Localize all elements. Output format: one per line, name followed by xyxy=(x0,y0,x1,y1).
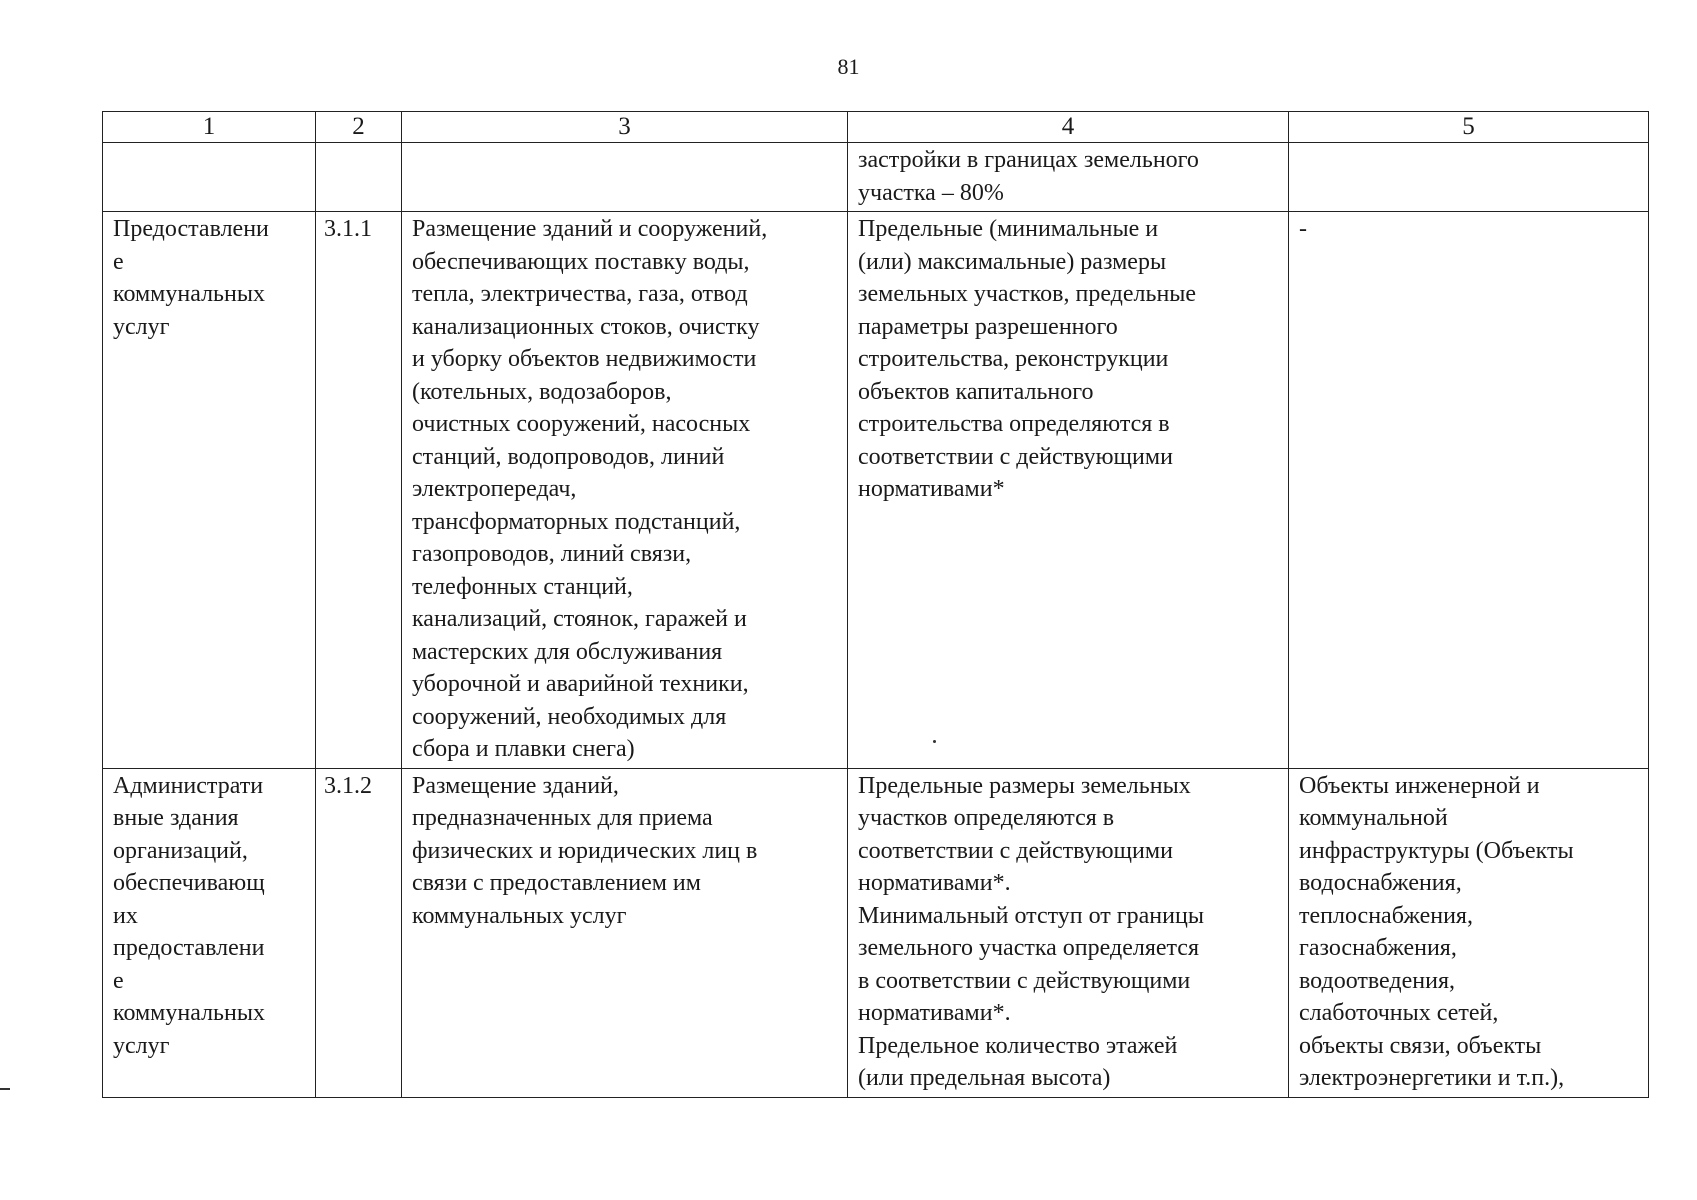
page-number: 81 xyxy=(837,54,860,79)
table-row xyxy=(103,143,1649,212)
cell-use-type: Администрати вные здания организаций, обеспечивающ их предоставлени е коммунальных услуг xyxy=(103,768,316,1097)
cell-parameters: Предельные (минимальные и (или) максимальные) размеры земельных участков, предельные параметры разрешенного строительства, реконструкции объектов капитального строительства определяются в соответствии с действующими нормативами* xyxy=(848,212,1289,769)
cell-use-type: Предоставлени е коммунальных услуг xyxy=(103,212,316,769)
column-header-4: 4 xyxy=(848,112,1289,143)
land-use-table xyxy=(102,111,1649,1098)
margin-mark xyxy=(0,1088,10,1090)
cell-code xyxy=(316,143,402,212)
column-header-1: 1 xyxy=(103,112,316,143)
cell-notes: Объекты инженерной и коммунальной инфраструктуры (Объекты водоснабжения, теплоснабжения, газоснабжения, водоотведения, слаботочных сетей, объекты связи, объекты электроэнергетики и т.п.), xyxy=(1289,768,1649,1097)
column-header-2: 2 xyxy=(316,112,402,143)
cell-parameters: застройки в границах земельного участка – 80% xyxy=(848,143,1289,212)
table-row xyxy=(103,768,1649,1097)
scan-speck xyxy=(933,740,936,743)
cell-description xyxy=(402,143,848,212)
table-header-row xyxy=(103,112,1649,143)
cell-description: Размещение зданий и сооружений, обеспечивающих поставку воды, тепла, электричества, газа, отвод канализационных стоков, очистку и уборку объектов недвижимости (котельных, водозаборов, очистных сооружений, насосных станций, водопроводов, линий электропередач, трансформаторных подстанций, газопроводов, линий связи, телефонных станций, канализаций, стоянок, гаражей и мастерских для обслуживания уборочной и аварийной техники, сооружений, необходимых для сбора и плавки снега) xyxy=(402,212,848,769)
cell-description: Размещение зданий, предназначенных для приема физических и юридических лиц в связи с предоставлением им коммунальных услуг xyxy=(402,768,848,1097)
cell-notes xyxy=(1289,143,1649,212)
cell-code: 3.1.2 xyxy=(316,768,402,1097)
cell-notes: - xyxy=(1289,212,1649,769)
cell-use-type xyxy=(103,143,316,212)
table-row xyxy=(103,212,1649,769)
cell-parameters: Предельные размеры земельных участков определяются в соответствии с действующими нормативами*. Минимальный отступ от границы земельного участка определяется в соответствии с действующими нормативами*. Предельное количество этажей (или предельная высота) xyxy=(848,768,1289,1097)
cell-code: 3.1.1 xyxy=(316,212,402,769)
column-header-5: 5 xyxy=(1289,112,1649,143)
column-header-3: 3 xyxy=(402,112,848,143)
